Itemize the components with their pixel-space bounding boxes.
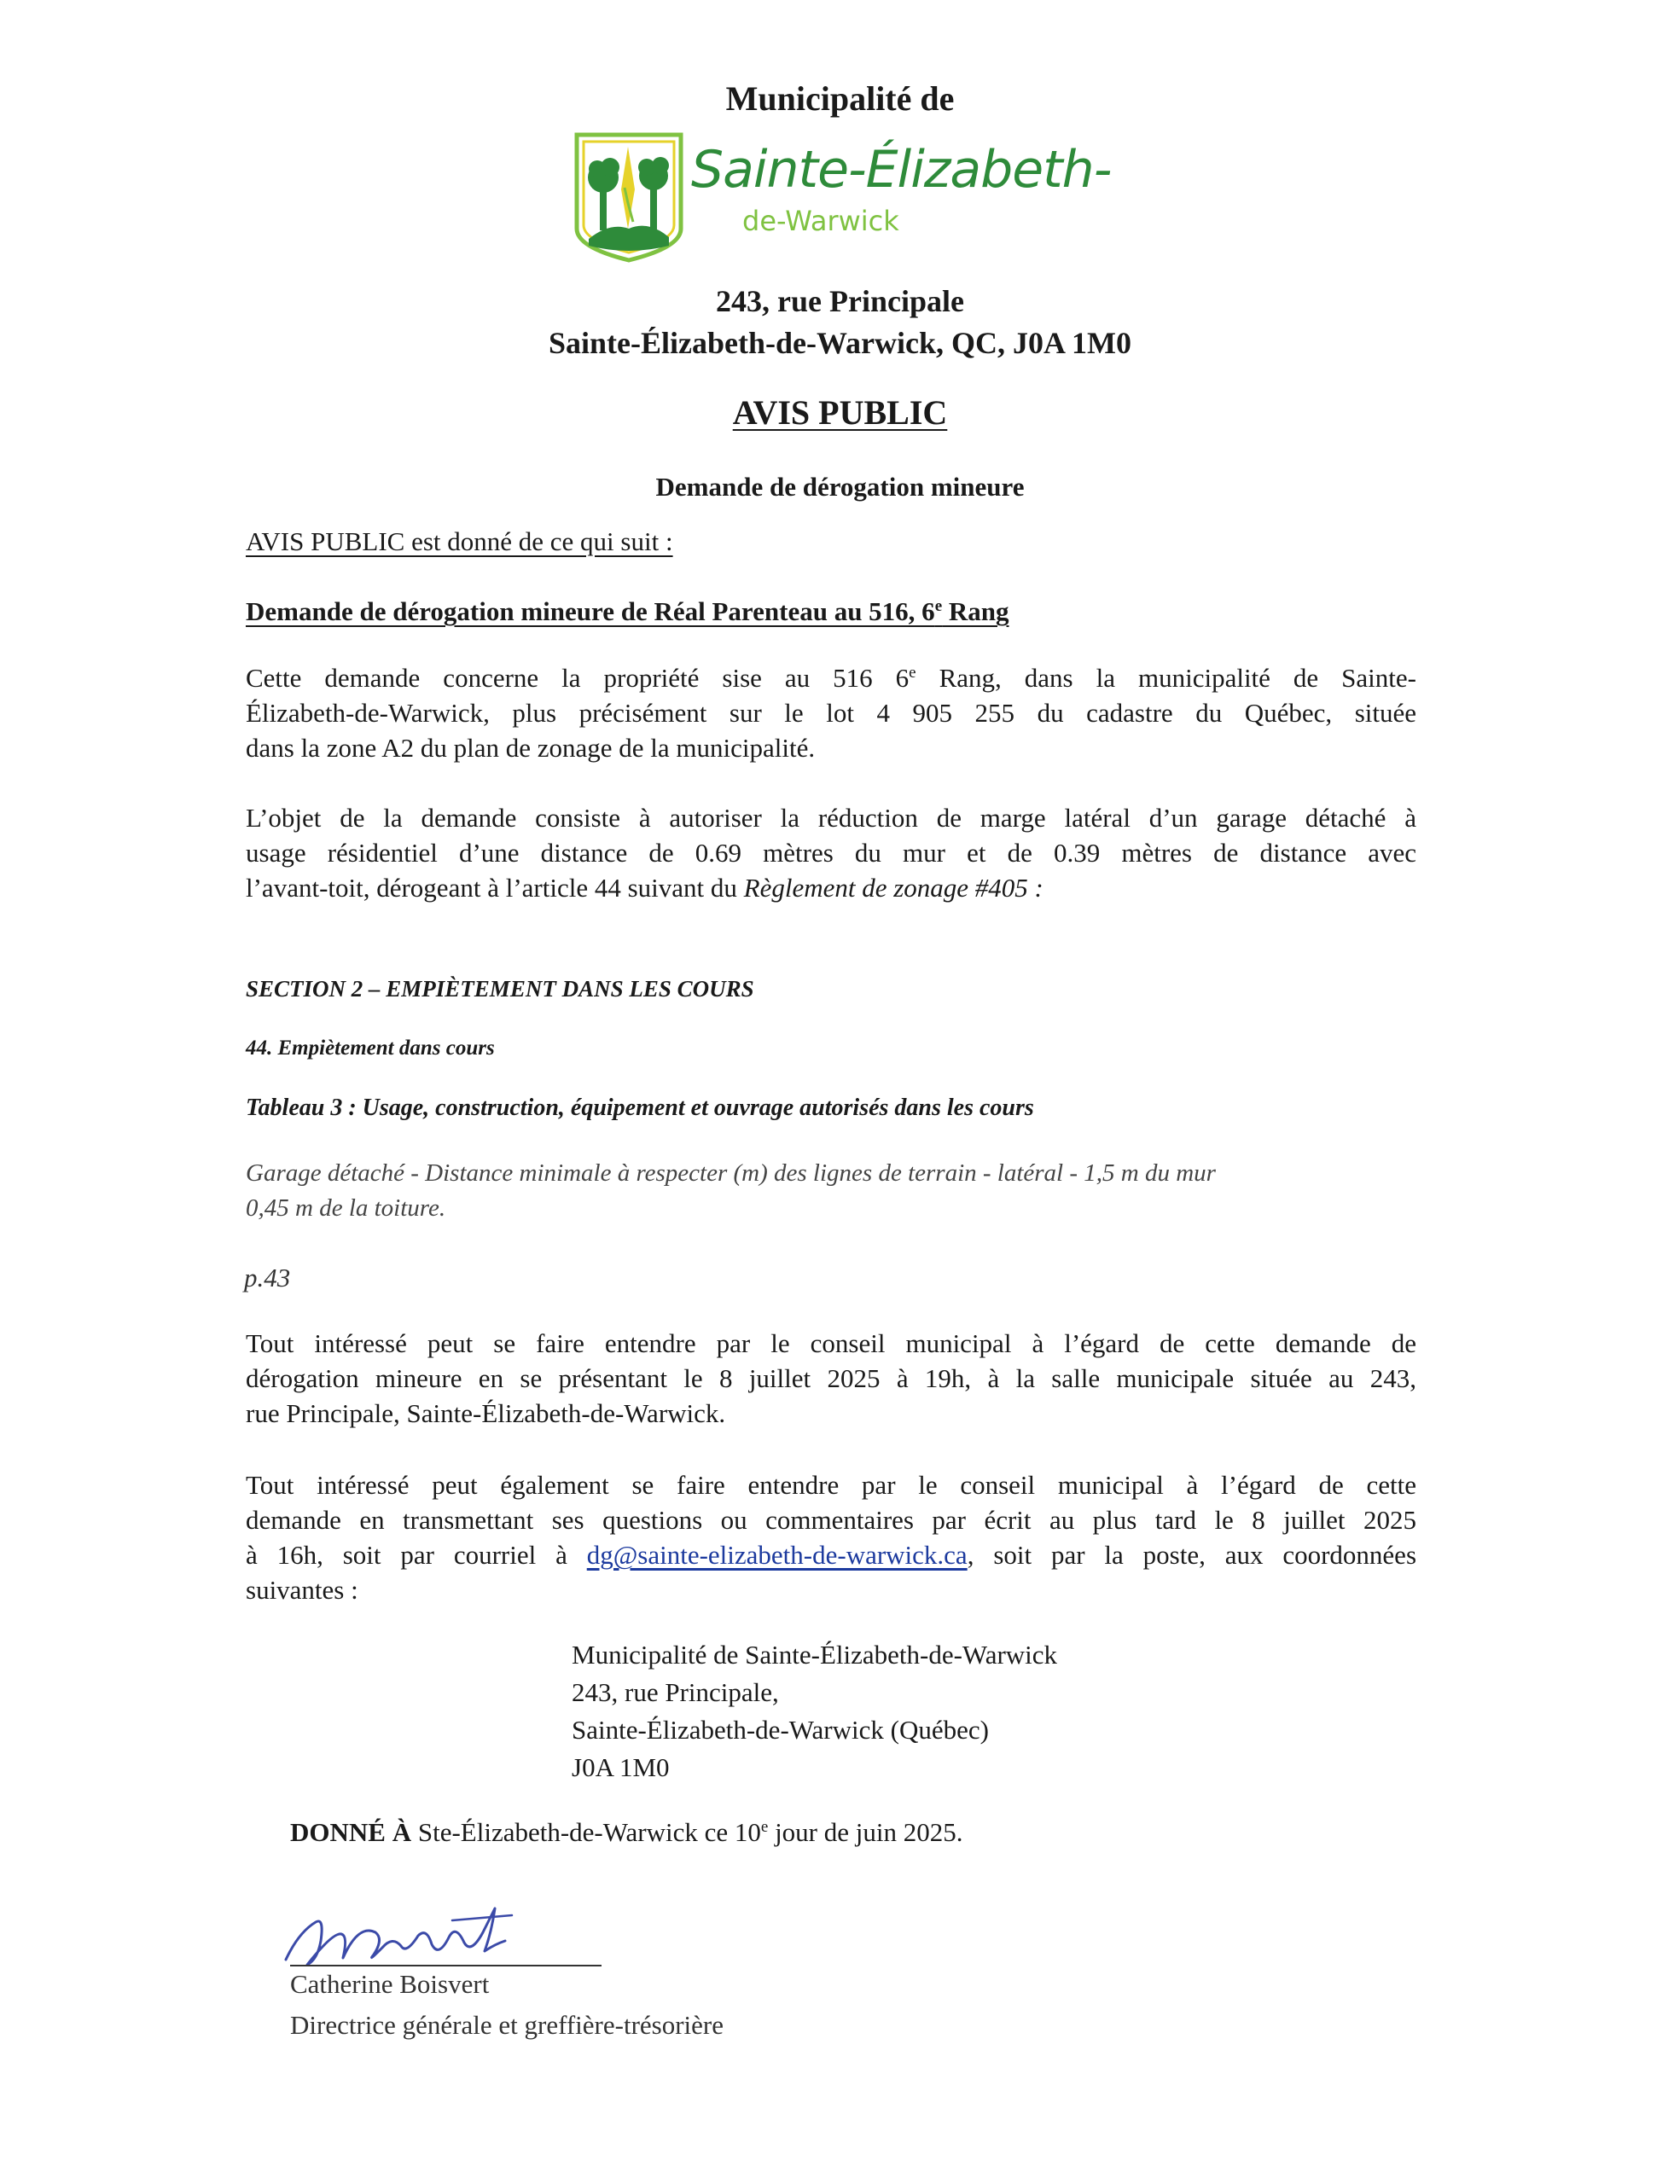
paragraph-property: [246, 660, 1416, 765]
request-title-post: Rang: [942, 596, 1009, 626]
regulation-excerpt: [246, 1156, 1216, 1226]
municipality-prefix: Municipalité de: [725, 79, 955, 118]
p4-line1: Tout intéressé peut également se faire entendre par le conseil municipal à l’égard de cette: [246, 1470, 1416, 1500]
logo-sub-text: de-Warwick: [742, 205, 899, 237]
address-line-1: 243, rue Principale: [716, 284, 964, 318]
given-label: DONNÉ À: [290, 1817, 412, 1847]
paragraph-hearing: [246, 1326, 1416, 1431]
signatory-title: Directrice générale et greffière-trésorière: [290, 2010, 724, 2040]
mailing-address: [572, 1636, 1057, 1786]
signature-icon: [282, 1898, 538, 1975]
notice-intro-text: AVIS PUBLIC est donné de ce qui suit :: [246, 526, 673, 556]
address-line-2: Sainte-Élizabeth-de-Warwick, QC, J0A 1M0: [549, 326, 1131, 360]
paragraph-object: [246, 800, 1416, 905]
signature-line: [290, 1965, 602, 1966]
p1-line2: Élizabeth-de-Warwick, plus précisément sur le lot 4 905 255 du cadastre du Québec, située: [246, 698, 1416, 728]
p2-line1: L’objet de la demande consiste à autoriser la réduction de marge latéral d’un garage détaché à: [246, 803, 1416, 833]
p2-line2: usage résidentiel d’une distance de 0.69 mètres du mur et de 0.39 mètres de distance avec: [246, 838, 1416, 868]
mailing-line1: Municipalité de Sainte-Élizabeth-de-Warwick: [572, 1640, 1058, 1670]
request-title-pre: Demande de dérogation mineure de Réal Parenteau au 516, 6: [246, 596, 935, 626]
p2-line3: l’avant-toit, dérogeant à l’article 44 suivant du Règlement de zonage #405 :: [246, 873, 1043, 903]
p4-line3: à 16h, soit par courriel à dg@sainte-elizabeth-de-warwick.ca, soit par la poste, aux coordonnées: [246, 1540, 1417, 1570]
notice-title-text: AVIS PUBLIC: [732, 393, 948, 432]
p3-line3: rue Principale, Sainte-Élizabeth-de-Warwick.: [246, 1398, 726, 1428]
given-at: DONNÉ À Ste-Élizabeth-de-Warwick ce 10e jour de juin 2025.: [290, 1817, 963, 1847]
notice-intro: [246, 526, 673, 557]
signatory-name: Catherine Boisvert: [290, 1969, 490, 1999]
handwritten-signature: [282, 1898, 538, 1975]
notice-subtitle: Demande de dérogation mineure: [655, 472, 1025, 502]
logo-main-text: Sainte-Élizabeth-: [691, 140, 1112, 200]
p3-line1: Tout intéressé peut se faire entendre par le conseil municipal à l’égard de cette demande de: [246, 1328, 1416, 1358]
regulation-name: Règlement de zonage #405 :: [743, 873, 1043, 903]
regulation-article: 44. Empiètement dans cours: [246, 1037, 495, 1060]
p4-line4: suivantes :: [246, 1575, 358, 1605]
p1-line1: Cette demande concerne la propriété sise au 516 6e Rang, dans la municipalité de Sainte-: [246, 663, 1416, 693]
regulation-section: SECTION 2 – EMPIÈTEMENT DANS LES COURS: [246, 976, 754, 1002]
page-reference: p.43: [244, 1263, 291, 1292]
excerpt-line2: 0,45 m de la toiture.: [246, 1194, 446, 1222]
p3-line2: dérogation mineure en se présentant le 8 juillet 2025 à 19h, à la salle municipale située au 243,: [246, 1363, 1416, 1393]
municipality-logo: [572, 128, 1112, 264]
notice-title: [0, 392, 1680, 433]
mailing-line4: J0A 1M0: [572, 1752, 670, 1782]
paragraph-written-comments: [246, 1467, 1416, 1607]
mailing-line3: Sainte-Élizabeth-de-Warwick (Québec): [572, 1715, 989, 1745]
mailing-line2: 243, rue Principale,: [572, 1677, 779, 1707]
regulation-table: Tableau 3 : Usage, construction, équipement et ouvrage autorisés dans les cours: [246, 1095, 1034, 1121]
email-link[interactable]: dg@sainte-elizabeth-de-warwick.ca: [586, 1540, 968, 1570]
request-title-sup: e: [934, 597, 943, 615]
p4-line2: demande en transmettant ses questions ou commentaires par écrit au plus tard le 8 juillet 2025: [246, 1505, 1416, 1535]
excerpt-line1: Garage détaché - Distance minimale à respecter (m) des lignes de terrain - latéral - 1,5 m du mur: [246, 1159, 1216, 1187]
request-title-text: [246, 596, 1009, 626]
p1-line3: dans la zone A2 du plan de zonage de la municipalité.: [246, 733, 816, 763]
request-title: [246, 596, 1009, 627]
